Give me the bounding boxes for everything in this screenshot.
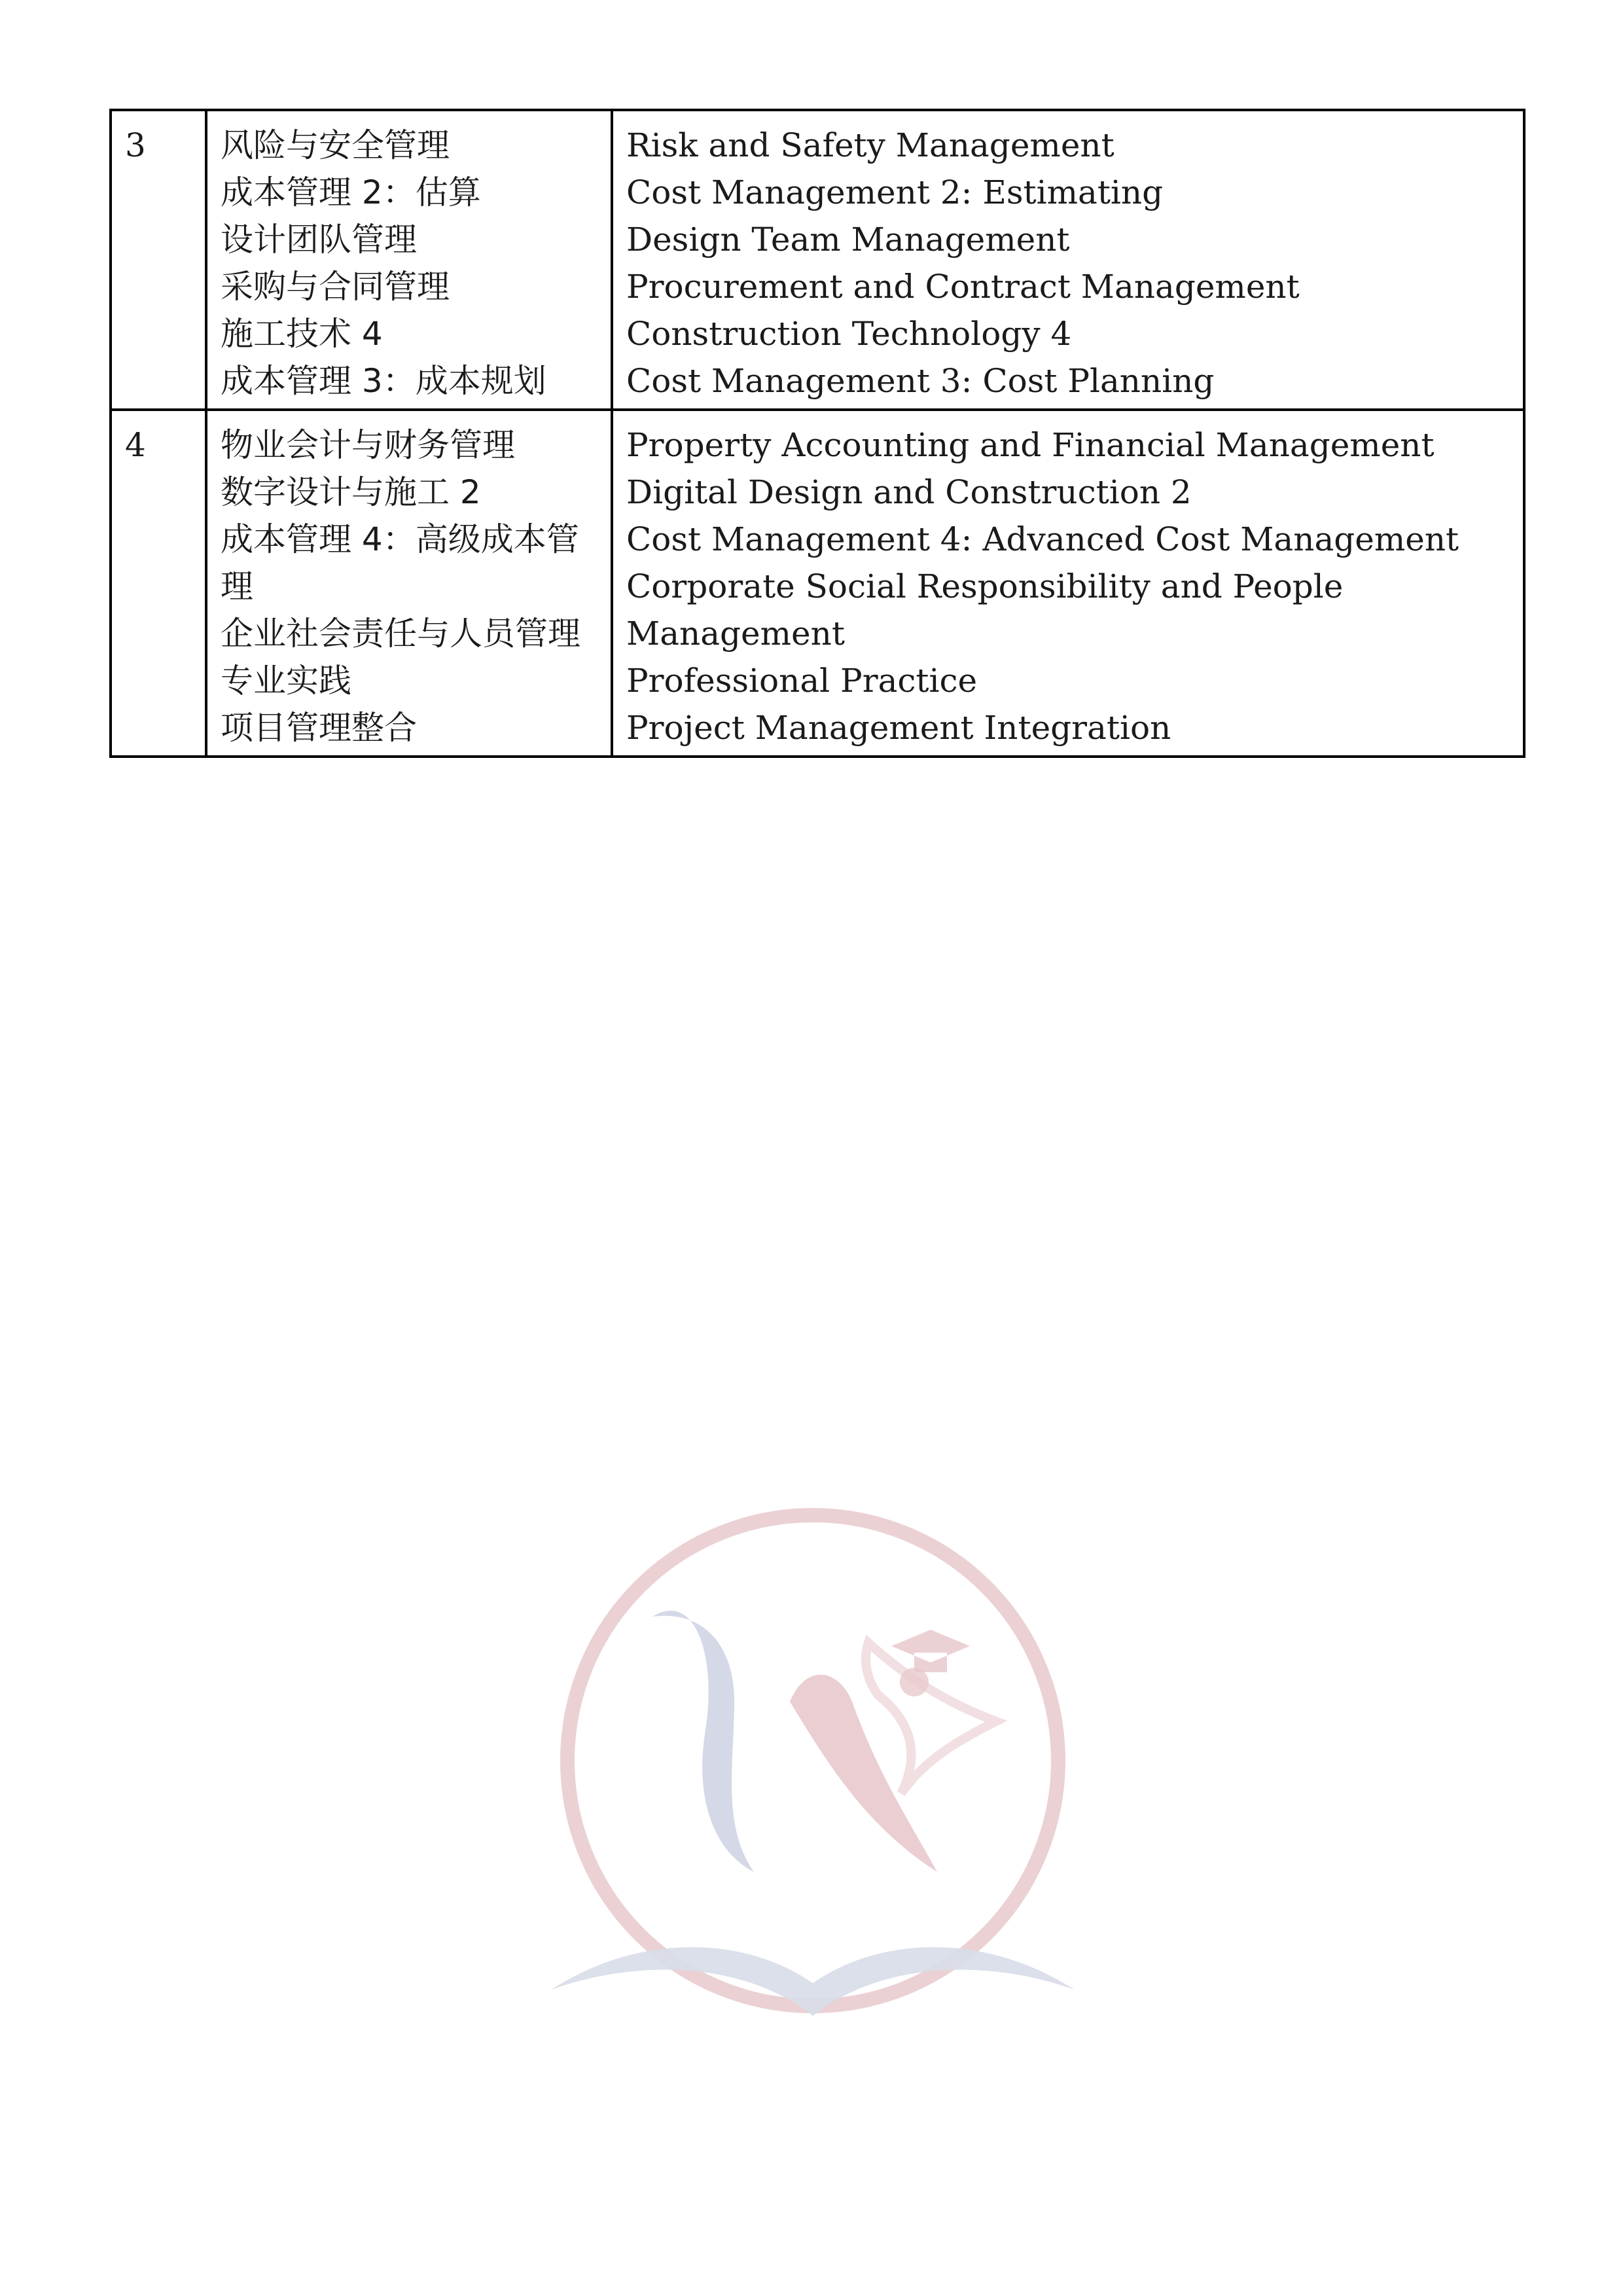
course-zh: 企业社会责任与人员管理 (221, 615, 580, 653)
course-zh: 成本管理 4：高级成本管 (221, 520, 579, 558)
watermark-book-icon (551, 1947, 1075, 2016)
course-en: Cost Management 3: Cost Planning (626, 362, 1215, 400)
course-zh: 施工技术 4 (221, 315, 383, 353)
course-zh: 理 (221, 567, 253, 605)
course-en: Management (626, 615, 845, 653)
year-cell: 3 (111, 110, 206, 410)
chinese-course-list (206, 410, 612, 757)
course-en: Digital Design and Construction 2 (626, 473, 1192, 511)
year-cell: 4 (111, 410, 206, 757)
watermark-letter-stroke-left (652, 1611, 754, 1872)
course-zh: 设计团队管理 (221, 221, 417, 259)
course-zh: 数字设计与施工 2 (221, 473, 481, 511)
course-zh: 物业会计与财务管理 (221, 426, 515, 464)
course-zh: 采购与合同管理 (221, 268, 450, 306)
course-zh: 专业实践 (221, 662, 351, 700)
course-en: Risk and Safety Management (626, 126, 1115, 164)
course-en: Professional Practice (626, 662, 978, 700)
course-en: Property Accounting and Financial Management (626, 426, 1435, 464)
course-en: Design Team Management (626, 221, 1070, 259)
course-en: Procurement and Contract Management (626, 268, 1300, 306)
course-en: Cost Management 4: Advanced Cost Management (626, 520, 1459, 558)
course-zh: 项目管理整合 (221, 709, 417, 747)
course-en: Corporate Social Responsibility and People (626, 567, 1344, 605)
course-en: Construction Technology 4 (626, 315, 1072, 353)
table-row-year-4 (111, 410, 1524, 757)
course-zh: 风险与安全管理 (221, 126, 450, 164)
course-en: Cost Management 2: Estimating (626, 173, 1164, 211)
course-table (109, 109, 1525, 758)
chinese-course-list (206, 110, 612, 410)
english-course-list (612, 110, 1524, 410)
watermark-logo-icon (538, 1486, 1088, 2036)
watermark-ring (567, 1515, 1058, 2006)
course-en: Project Management Integration (626, 709, 1171, 747)
english-course-list (612, 410, 1524, 757)
table-row-year-3 (111, 110, 1524, 410)
course-zh: 成本管理 2：估算 (221, 173, 481, 211)
course-zh: 成本管理 3：成本规划 (221, 362, 546, 400)
